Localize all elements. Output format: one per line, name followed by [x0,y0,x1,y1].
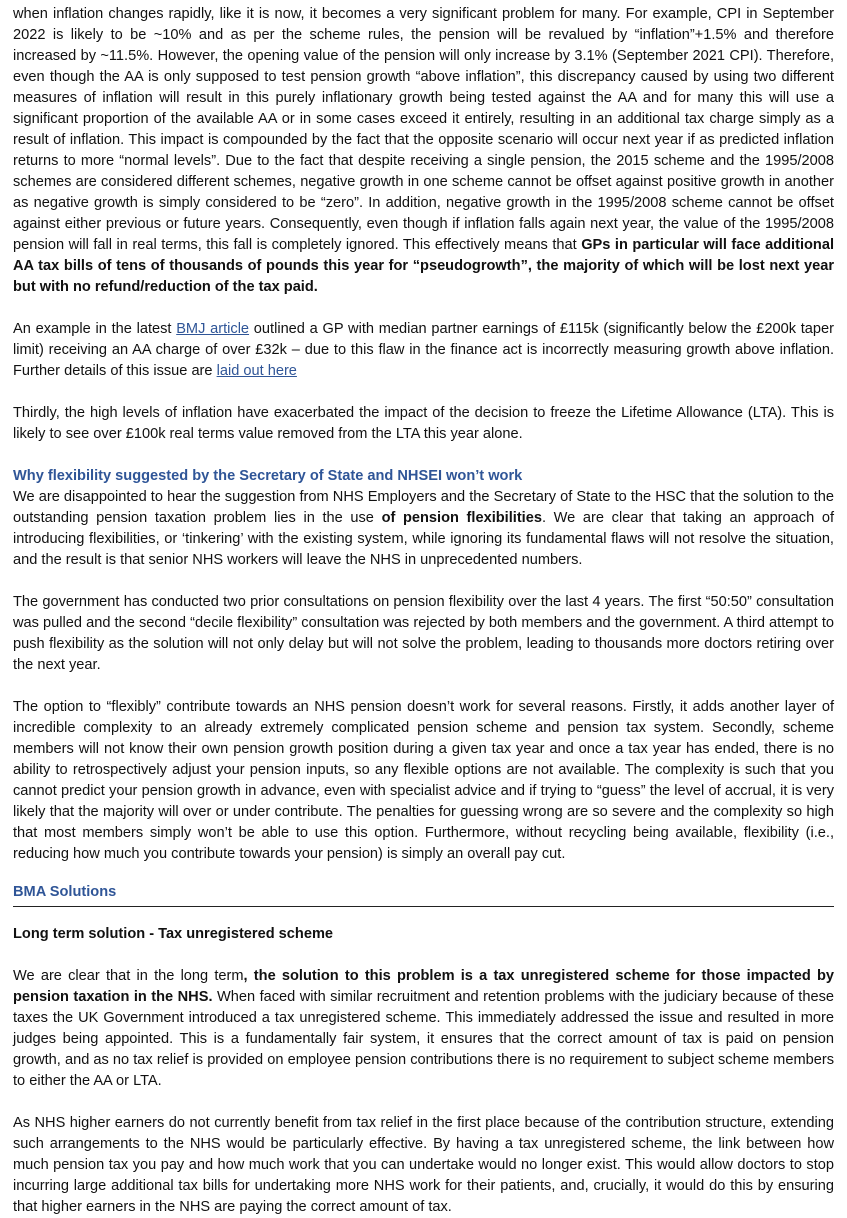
paragraph-consultations: The government has conducted two prior consultations on pension flexibility over the last 4 years. The first “50:50” consultation was pulled and the second “decile flexibility” consultation was rejected by both members and the government. A third attempt to push flexibility as the solution will not only delay but will not solve the problem, leading to thousands more doctors retiring over the next year. [13,594,834,673]
bmj-article-link[interactable]: BMJ article [176,321,250,337]
bmj-text-middle: outlined a GP with median partner earnings of £115k (significantly below the £200k taper limit) receiving an AA charge of over £32k – due to this flaw in the finance act is incorrectly measuring growth above inflation. Further details of this issue are [13,321,835,379]
paragraph-inflation [13,0,834,298]
paragraph-higher-earners: As NHS higher earners do not currently benefit from tax relief in the first place because of the contribution structure, extending such arrangements to the NHS would be particularly effective. By having a tax unregistered scheme, the link between how much pension tax you pay and how much work that you can undertake would no longer exist. This would allow doctors to stop incurring large additional tax bills for undertaking more NHS work for their patients, and, crucially, it would do this by ensuring that higher earners in the NHS are paying the correct amount of tax. [13,1115,834,1215]
section-heading-flexibility: Why flexibility suggested by the Secretary of State and NHSEI won’t work [13,468,523,484]
flex-text-after: . We are clear that taking an approach of introducing flexibilities, or ‘tinkering’ with the existing system, while ignoring its fundamental flaws will not resolve the situation, and the result is that senior NHS workers will leave the NHS in unprecedented numbers. [13,510,834,568]
section-heading-bma-solutions: BMA Solutions [13,882,834,907]
long-term-text-before: We are clear that in the long term [13,968,244,984]
paragraph-flexibilities [13,487,834,571]
paragraph-bmj-example [13,319,834,382]
paragraph-inflation-text: when inflation changes rapidly, like it is now, it becomes a very significant problem for many. For example, CPI in September 2022 is likely to be ~10% and as per the scheme rules, the pension will be revalued by “inflation”+1.5% and therefore increased by ~11.5%. However, the opening value of the pension will only increase by 3.1% (September 2021 CPI). Therefore, even though the AA is only supposed to test pension growth “above inflation”, this discrepancy caused by using two different measures of inflation will result in this purely inflationary growth being tested against the AA and for many this will use a significant proportion of the available AA or in some cases exceed it entirely, resulting in an additional tax charge simply as a result of inflation. This impact is compounded by the fact that the opposite scenario will occur next year if as predicted inflation returns to more “normal levels”. Due to the fact that despite receiving a single pension, the 2015 scheme and the 1995/2008 schemes are considered different schemes, negative growth in one scheme cannot be offset against positive growth in another as negative growth is simply considered to be “zero”. In addition, negative growth in the 1995/2008 scheme cannot be offset against either previous or future years. Consequently, even though if inflation falls again next year, the value of the 1995/2008 pension will fall in real terms, this fall is completely ignored. This effectively means that [13,6,834,253]
long-term-text-bold: , the solution to this problem is a tax unregistered scheme for those impacted by pension taxation in the NHS. [13,968,834,1005]
laid-out-here-link[interactable]: laid out here [216,363,297,379]
subheading-tax-unregistered: Long term solution - Tax unregistered scheme [13,926,334,942]
paragraph-flexible-contribution: The option to “flexibly” contribute towards an NHS pension doesn’t work for several reasons. Firstly, it adds another layer of incredible complexity to an already extremely complicated pension scheme and pension tax system. Secondly, scheme members will not know their own pension growth position during a given tax year and once a tax year has ended, there is no ability to retrospectively adjust your pension inputs, so any flexible options are not available. The complexity is such that you cannot predict your pension growth in advance, even with specialist advice and if trying to “guess” the level of accrual, it is very likely that the majority will over or under contribute. The penalties for guessing wrong are so severe and the complexity so high that most members simply won’t be able to use this option. Furthermore, without recycling being available, flexibility (i.e., reducing how much you contribute towards your pension) is simply an overall pay cut. [13,699,834,862]
paragraph-long-term [13,966,834,1092]
paragraph-lta: Thirdly, the high levels of inflation have exacerbated the impact of the decision to freeze the Lifetime Allowance (LTA). This is likely to see over £100k real terms value removed from the LTA this year alone. [13,405,834,442]
paragraph-inflation-bold: GPs in particular will face additional AA tax bills of tens of thousands of pounds this year for “pseudogrowth”, the majority of which will be lost next year but with no refund/reduction of the tax paid. [13,237,834,295]
flex-text-before: We are disappointed to hear the suggestion from NHS Employers and the Secretary of State to the HSC that the solution to the outstanding pension taxation problem lies in the use [13,489,834,526]
long-term-text-after: When faced with similar recruitment and retention problems with the judiciary because of these taxes the UK Government introduced a tax unregistered scheme. This immediately addressed the issue and resulted in more judges being appointed. This is a fundamentally fair system, it ensures that the correct amount of tax is paid on pension growth, and as no tax relief is provided on employee pension contributions there is no requirement to subject scheme members to either the AA or LTA. [13,989,835,1089]
bmj-text-before: An example in the latest [13,321,177,337]
flex-text-bold: of pension flexibilities [381,510,542,526]
